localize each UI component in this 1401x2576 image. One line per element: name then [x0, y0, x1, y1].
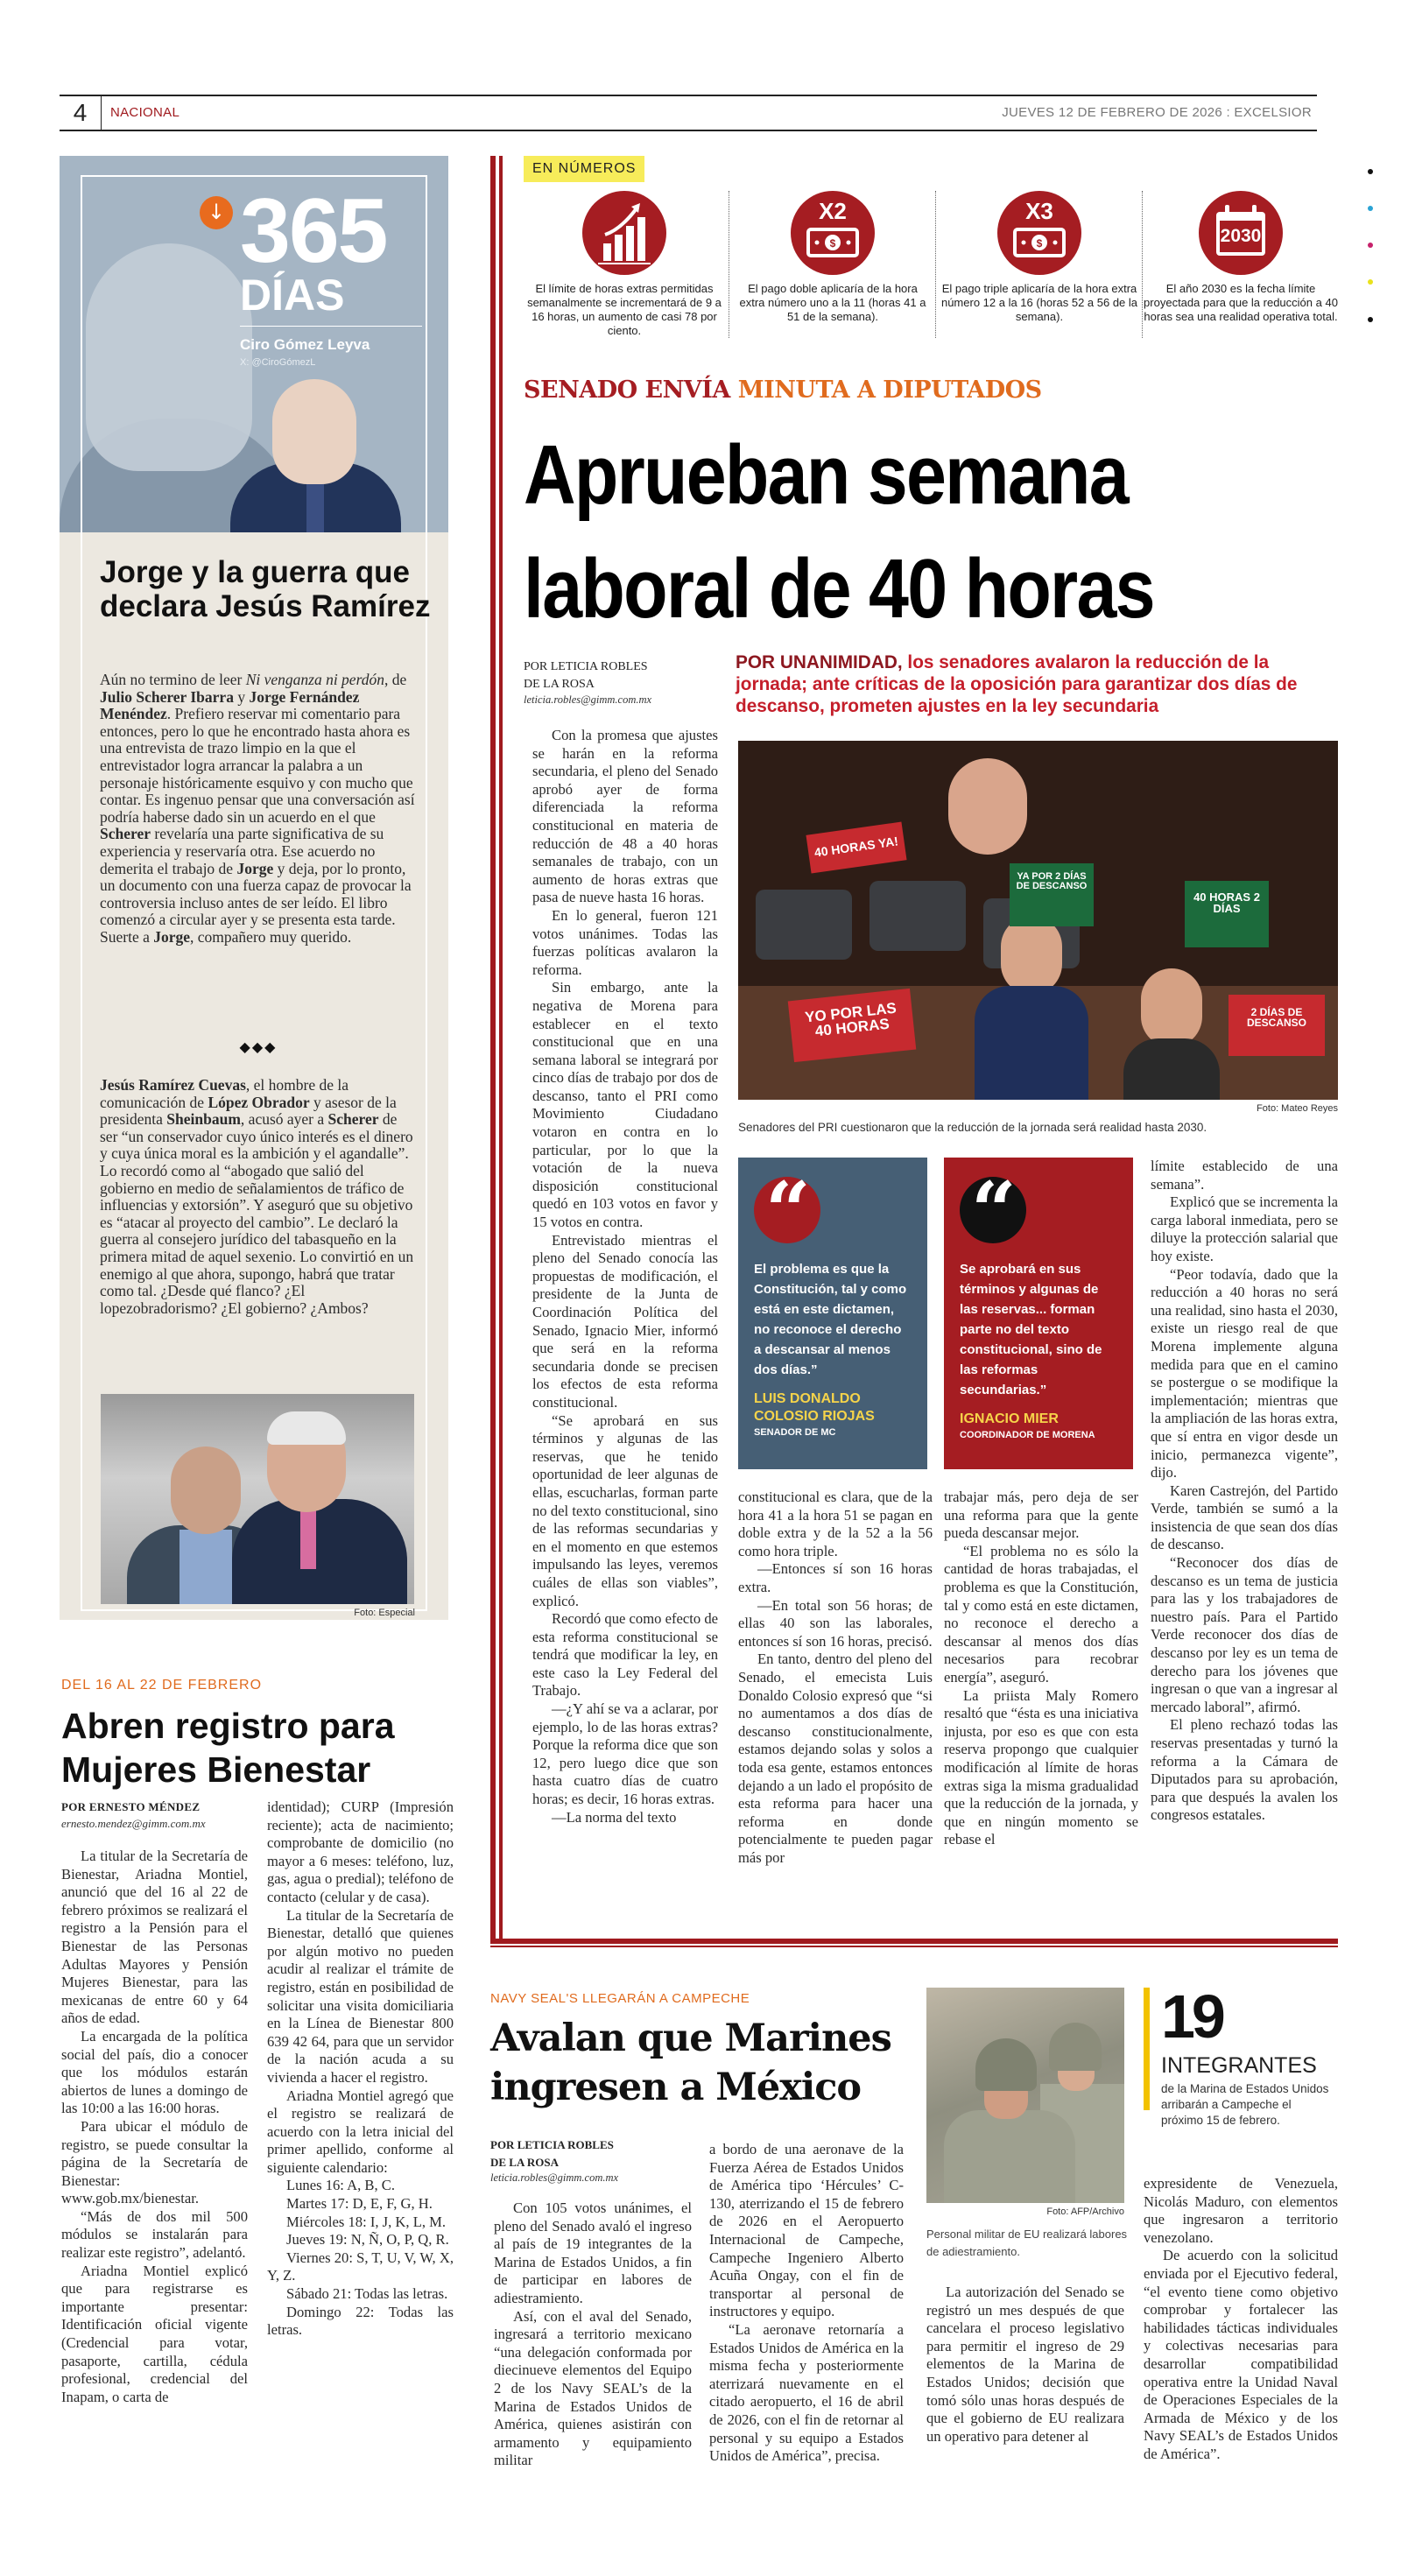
stat-text: El límite de horas extras permitidas semanalmente se incrementará de 9 a 16 horas, un aumento de casi 78 por ciento.	[527, 282, 722, 337]
protest-sign: 40 HORAS YA!	[806, 822, 906, 874]
bar-chart-growth-icon	[582, 191, 666, 275]
paragraph: —Entonces sí son 16 horas extra.	[738, 1560, 933, 1595]
text-run: Aún no termino de leer	[100, 671, 246, 688]
paragraph: Así, con el aval del Senado, ingresará a territorio mexicano “una delegación conformada por diecinueve elementos del Equipo 2 de los Navy SEAL’s de la Marina de Estados Unidos de América, quienes asistirán con armamento y equipamiento militar	[494, 2307, 692, 2469]
bold-name: Jorge	[153, 927, 191, 946]
paragraph: Explicó que se incrementa la carga laboral inmediata, pero se diluye la protección salarial que hoy existe.	[1151, 1193, 1338, 1264]
text-run: y	[233, 687, 250, 706]
story-headline[interactable]	[524, 419, 1224, 646]
story-border	[490, 156, 496, 1944]
stat-number: 19	[1161, 1982, 1222, 2051]
columnist-photo-face	[272, 379, 356, 484]
paragraph: Sin embargo, ante la negativa de Morena para establecer en el texto constitucional que en una semana laboral se integrará por cinco días de trabajo por dos de descanso, tanto el PRI como Movimiento Ciudadano votaron en contra en lo particular, por lo que la votación de la nueva disposición constitucional quedó en 103 votos en favor y 15 votos en contra.	[532, 979, 718, 1231]
column-title[interactable]: Jorge y la guerra que declara Jesús Ramírez	[100, 555, 431, 623]
photo-person	[1141, 968, 1202, 1047]
stat-text: El pago doble aplicaría de la hora extra número uno a la 11 (horas 41 a 51 de la semana).	[739, 282, 926, 323]
byline-line-2: DE LA ROSA	[524, 678, 595, 691]
column-paragraph-1	[100, 672, 417, 947]
paragraph: Martes 17: D, E, F, G, H.	[286, 2195, 433, 2213]
paragraph: “Reconocer dos días de descanso es un tema de justicia para las y los trabajadores de nuestro país. Para el Partido Verde reconocer dos días de descanso por ley es un tema de derecho para los jóvenes que ingresan o que van a ingresar al mercado laboral”, afirmó.	[1151, 1554, 1338, 1715]
soldiers-photo	[926, 1988, 1124, 2203]
quote-author-role: COORDINADOR DE MORENA	[960, 1430, 1095, 1440]
bold-name: Julio Scherer Ibarra	[100, 687, 234, 706]
stat-badge: X2	[819, 198, 847, 224]
article-column	[926, 2284, 1124, 2446]
paragraph: Para ubicar el módulo de registro, se puede consultar la página de la Secretaría de Bienestar: www.gob.mx/bienestar.	[61, 2117, 248, 2207]
stat-text: de la Marina de Estados Unidos arribarán a Campeche el próximo 15 de febrero.	[1161, 2082, 1329, 2127]
protest-sign: 40 HORAS 2 DÍAS	[1185, 881, 1269, 947]
divider	[935, 191, 936, 338]
book-title: Ni venganza ni perdón	[245, 671, 384, 688]
quote-text: Se aprobará en sus términos y algunas de las reservas... forman parte no del texto constitucional, sino de las reformas secundarias.”	[960, 1262, 1102, 1397]
registration-mark	[1368, 279, 1373, 285]
article-column	[267, 1798, 454, 2340]
section-separator: ◆◆◆	[239, 1038, 278, 1055]
bold-name: Jorge	[236, 859, 274, 877]
svg-text:$: $	[1036, 237, 1043, 250]
columnist-name: Ciro Gómez Leyva	[240, 336, 370, 353]
columnist-photo-tie	[306, 478, 324, 532]
arrow-down-circle-icon: ↓	[200, 196, 233, 229]
money-triple-icon	[997, 191, 1081, 275]
paragraph: Recordó que como efecto de esta reforma constitucional se tendrá que modificar la ley, en este caso la Ley Federal del Trabajo.	[532, 1610, 718, 1700]
story-kicker	[524, 377, 1042, 404]
paragraph: Ariadna Montiel agregó que el registro se realizará de acuerdo con la letra inicial del primer apellido, conforme al siguiente calendario:	[267, 2087, 454, 2176]
columnist-handle[interactable]: X: @CiroGómezL	[240, 357, 316, 368]
paragraph: Ariadna Montiel explicó que para registrarse es importante presentar: Identificación oficial vigente (Credencial para votar, pasaporte, cartilla, cédula profesional, credencial del Inapam, o carta de	[61, 2262, 248, 2405]
photo-credit: Foto: Especial	[354, 1608, 415, 1618]
paragraph: “Se aprobará en sus términos y algunas de las reservas, que he tenido oportunidad de leer algunas de ellas, escucharlas, forman parte no del texto constitucional, sino de las reformas secundarias y en el momento en que estemos impulsando las leyes, veremos cuáles de ellas son viables”, explicó.	[532, 1411, 718, 1609]
text-run: revelaría una parte significativa de su experiencia y reservaría otra. Ese acuerdo no demerita el trabajo de	[100, 825, 384, 877]
quote-author: IGNACIO MIER	[960, 1411, 1059, 1426]
story-border	[499, 156, 503, 1944]
paragraph: La priista Maly Romero resaltó que “ésta es una iniciativa injusta, por eso es que con esta reserva propongo que cualquier modificación al límite de horas extras siga la misma gradualidad que la reducción de la jornada, y que en ningún momento se rebase el	[944, 1686, 1138, 1848]
paragraph: Con 105 votos unánimes, el pleno del Senado avaló el ingreso al país de 19 integrantes de la Marina de Estados Unidos, a fin de participar en labores de adiestramiento.	[494, 2199, 692, 2306]
article-kicker: DEL 16 AL 22 DE FEBRERO	[61, 1678, 263, 1693]
photo-person	[1001, 916, 1062, 995]
bold-name: López Obrador	[208, 1093, 310, 1111]
paragraph: De acuerdo con la solicitud enviada por el Ejecutivo federal, “el evento tiene como objetivo comprobar y fortalecer las habilidades tácticas individuales y colectivas necesarias para desarrollar compatibilidad operativa entre la Unidad Naval de Operaciones Especiales de la Armada de México y de los Navy SEAL’s de Estados Unidos de América”.	[1144, 2247, 1338, 2462]
registration-mark	[1368, 317, 1373, 322]
svg-text:$: $	[829, 237, 836, 250]
author-email[interactable]: leticia.robles@gimm.com.mx	[524, 693, 652, 706]
paragraph: Karen Castrejón, del Partido Verde, también se sumó a la insistencia de que sean dos días de descanso.	[1151, 1482, 1338, 1553]
stat-text: El año 2030 es la fecha límite proyectada para que la reducción a 40 horas sea una realidad operativa total.	[1144, 282, 1338, 323]
byline-line-2: DE LA ROSA	[490, 2156, 560, 2169]
column-brand-number: 365	[240, 180, 387, 282]
paragraph: a bordo de una aeronave de la Fuerza Aérea de Estados Unidos de América tipo ‘Hércules’ C-130, aterrizando el 15 de febrero de 2026 en el Aeropuerto Internacional de Campeche, Campeche Ingeniero Alberto Acuña Ongay, con el fin de transportar al personal de instructores y equipo.	[709, 2141, 904, 2320]
text-run: , el hombre de la comunicación de	[100, 1076, 348, 1111]
headline-line-1: Aprueban semana	[524, 428, 1128, 522]
stat-badge: X3	[1025, 198, 1053, 224]
paragraph: constitucional es clara, que de la hora 41 a la hora 51 se pagan en doble extra y de la 52 a la 56 como hora triple.	[738, 1489, 933, 1559]
paragraph: Jueves 19: N, Ñ, O, P, Q, R.	[286, 2231, 449, 2249]
page-number: 4	[60, 96, 102, 130]
column-brand-word: DÍAS	[240, 271, 345, 320]
photo-seat	[869, 881, 966, 951]
bold-name: Scherer	[100, 825, 151, 843]
author-email[interactable]: leticia.robles@gimm.com.mx	[490, 2171, 619, 2184]
paragraph: —¿Y ahí se va a aclarar, por ejemplo, lo de las horas extras? Porque la reforma dice que son 12, pero luego dice que son hasta cuatro días de cuatro horas; es decir, 16 horas extras.	[532, 1700, 718, 1808]
paragraph: —En total son 56 horas; de ellas 40 son las laborales, entonces sí son 16 horas, precisó.	[738, 1596, 933, 1650]
text-run: . Prefiero reservar mi comentario para entonces, pero lo que he encontrado hasta ahora es una entrevista de trazo limpio en la que el entrevistador logra arrancar la palabra a un personaje históricamente esquivo y con mucho que contar. Es ingenuo pensar que una conversación así podría haberse dado sin un acuerdo en el que	[100, 705, 415, 826]
text-run: y asesor de la presidenta	[100, 1093, 397, 1129]
photo-person	[1123, 1038, 1220, 1100]
paragraph: El pleno rechazó todas las reservas presentadas y turnó la reforma a la Cámara de Diputados para su aprobación, para que después la avalen los congresos estatales.	[1151, 1716, 1338, 1824]
divider	[240, 326, 422, 327]
protest-sign: 2 DÍAS DE DESCANSO	[1229, 995, 1325, 1056]
registration-mark	[1368, 243, 1373, 248]
quote-author: LUIS DONALDO COLOSIO RIOJAS	[754, 1391, 875, 1424]
text-run: de ser “un conservador cuyo único interés es el dinero y cuya única moral es la ambición y el agandalle”. Lo recordó como al “abogado que salió del gobierno en medio de señalamientos de tráfico de influencias y extorsión”. Y aseguró que su objetivo es “atacar al proyecto del cambio”. Le declaró la guerra al consejero jurídico del tabasqueño en la primera mitad de aquel sexenio. Lo convirtió en un enemigo al que ahora, supongo, habrá que tratar como tal. ¿Desde qué flanco? ¿El lopezobradorismo? ¿El gobierno? ¿Ambos?	[100, 1110, 414, 1317]
article-column	[61, 1848, 248, 2406]
photo-credit: Foto: Mateo Reyes	[1257, 1103, 1338, 1114]
paragraph: La encargada de la política social del país, dio a conocer que los módulos estarán abiertos de lunes a domingo de las 10:00 a las 16:00 horas.	[61, 2027, 248, 2117]
photo-seat	[756, 890, 852, 960]
column-photo	[101, 1394, 414, 1604]
headline-line-2: laboral de 40 horas	[524, 542, 1154, 636]
article-column	[709, 2141, 904, 2466]
text-run: , de	[384, 671, 407, 688]
kicker-part-2: MINUTA A DIPUTADOS	[737, 377, 1042, 404]
story-column-2	[738, 1489, 933, 1867]
text-run: y deja, por lo pronto, un documento con una fuerza capaz de provocar la controversia incluso antes de ser leído. El libro comenzó a circular ayer y se presenta esta tarde. Suerte a	[100, 859, 412, 946]
paragraph: En lo general, fueron 121 votos unánimes. Todas las fuerzas políticas avalaron la reforma.	[532, 906, 718, 978]
paragraph: Sábado 21: Todas las letras.	[286, 2285, 448, 2303]
photo-caption: Personal militar de EU realizará labores de adiestramiento.	[926, 2228, 1128, 2258]
paragraph: La autorización del Senado se registró un mes después de que cancelara el proceso legislativo para permitir el ingreso de 29 elementos de la Marina de Estados Unidos; decisión que tomó sólo unas horas después de que el gobierno de EU realizara un operativo para detener al	[926, 2284, 1124, 2445]
article-title[interactable]: Avalan que Marines ingresen a México	[490, 2016, 891, 2109]
registration-mark	[1368, 169, 1373, 174]
story-border	[490, 1939, 1338, 1944]
quote-icon: “	[960, 1177, 1026, 1243]
quote-text: El problema es que la Constitución, tal y como está en este dictamen, no reconoce el derecho a descansar al menos dos días.”	[754, 1262, 907, 1377]
paragraph: La titular de la Secretaría de Bienestar, Ariadna Montiel, anunció que del 16 al 22 de febrero próximos se realizará el registro a la Pensión para el Bienestar de las Personas Adultas Mayores y Pensión Mujeres Bienestar, para las mexicanas de entre 60 y 64 años de edad.	[61, 1848, 248, 2027]
article-kicker: NAVY SEAL'S LLEGARÁN A CAMPECHE	[490, 1991, 750, 2006]
story-byline	[524, 658, 648, 693]
story-border	[490, 1946, 1338, 1947]
stat-item	[525, 191, 723, 338]
kicker-part-1: SENADO ENVÍA	[524, 377, 730, 404]
paragraph: “Peor todavía, dado que la reducción a 40 horas no será una realidad, sino hasta el 2030, existe un riesgo real de que Morena implemente alguna medida para que en el camino se postergue o se modifique la implementación; mientras que la ampliación de las horas extra, que sí entra en vigor desde un inicio, permanezca vigente”, dijo.	[1151, 1265, 1338, 1482]
paragraph: límite establecido de una semana”.	[1151, 1158, 1338, 1193]
stat-badge: 2030	[1220, 226, 1262, 246]
protest-sign: YA POR 2 DÍAS DE DESCANSO	[1010, 863, 1094, 926]
summary-text: los senadores avalaron la reducción de la jornada; ante críticas de la oposición para garantizar dos días de descanso, prometen ajustes en la ley secundaria	[736, 652, 1298, 716]
money-double-icon	[791, 191, 875, 275]
paragraph: —La norma del texto	[552, 1808, 677, 1826]
paragraph: Lunes 16: A, B, C.	[286, 2177, 395, 2194]
senate-photo	[738, 741, 1338, 1100]
registration-mark	[1368, 206, 1373, 211]
page-header	[60, 95, 1317, 131]
photo-credit: Foto: AFP/Archivo	[1046, 2206, 1124, 2217]
article-column	[1144, 2175, 1338, 2464]
en-numeros-label: EN NÚMEROS	[524, 156, 644, 182]
stat-text: El pago triple aplicaría de la hora extra número 12 a la 16 (horas 52 a 56 de la semana).	[940, 282, 1138, 323]
author-email[interactable]: ernesto.mendez@gimm.com.mx	[61, 1817, 206, 1830]
paragraph: identidad); CURP (Impresión reciente); acta de nacimiento; comprobante de domicilio (no mayor a 6 meses: teléfono, luz, gas, agua o predial); teléfono de contacto (celular y de casa).	[267, 1798, 454, 1905]
story-column-3	[944, 1489, 1138, 1849]
protest-sign: YO POR LAS 40 HORAS	[788, 989, 917, 1062]
bold-name: Scherer	[327, 1110, 379, 1129]
article-byline: POR ERNESTO MÉNDEZ	[61, 1800, 201, 1813]
paragraph: trabajar más, pero deja de ser una reforma para que la gente pueda descansar mejor.	[944, 1489, 1138, 1542]
photo-person	[948, 758, 1027, 855]
quote-icon: “	[754, 1177, 820, 1243]
text-run: , acusó ayer a	[240, 1110, 328, 1129]
bold-name: Jorge Fernández Menéndez	[100, 687, 360, 723]
story-column-4	[1151, 1158, 1338, 1825]
photo-caption: Senadores del PRI cuestionaron que la reducción de la jornada será realidad hasta 2030.	[738, 1121, 1207, 1134]
column-text	[100, 1077, 417, 1317]
stat-item	[734, 191, 932, 324]
paragraph: “Más de dos mil 500 módulos se instalarán para realizar este registro”, adelantó.	[61, 2207, 248, 2262]
paragraph: Viernes 20: S, T, U, V, W, X, Y, Z.	[267, 2249, 454, 2284]
section-name[interactable]: NACIONAL	[110, 105, 180, 120]
bold-name: Jesús Ramírez Cuevas	[100, 1076, 246, 1094]
column-text	[100, 672, 417, 947]
summary-lead: POR UNANIMIDAD,	[736, 652, 903, 672]
column-paragraph-2	[100, 1077, 417, 1317]
paragraph: “El problema no es sólo la cantidad de horas trabajadas, el problema es que la Constitución, tal y como está en este dictamen, no reconoce el derecho a descansar al menos dos días necesarios para recobrar energía”, aseguró.	[944, 1542, 1138, 1686]
story-column-1	[532, 727, 718, 1826]
story-summary	[736, 651, 1340, 717]
quote-author-role: SENADOR DE MC	[754, 1427, 836, 1438]
text-run: , compañero muy querido.	[190, 927, 352, 946]
calendar-icon	[1199, 191, 1283, 275]
paragraph: La titular de la Secretaría de Bienestar, detalló que quienes por algún motivo no pueden acudir al realizar el trámite de registro, están en posibilidad de solicitar una visita domiciliaria en la Línea de Bienestar 800 639 42 64, para que un servidor de la nación acuda a su vivienda a hacer el registro.	[267, 1906, 454, 2086]
photo-person	[975, 986, 1088, 1100]
issue-date: JUEVES 12 DE FEBRERO DE 2026 : EXCELSIOR	[1002, 105, 1312, 120]
stat-item	[940, 191, 1138, 324]
paragraph: Miércoles 18: I, J, K, L, M.	[286, 2213, 447, 2230]
byline-line-1: POR LETICIA ROBLES	[490, 2138, 614, 2151]
article-title[interactable]: Abren registro para Mujeres Bienestar	[61, 1706, 395, 1790]
paragraph: Con la promesa que ajustes se harán en la reforma secundaria, el pleno del Senado aprobó ayer de forma diferenciada la reforma constitucional en materia de reducción de 48 a 40 horas semanales de trabajo, con un aumento de horas extras que pasa de nueve hasta 16 horas.	[532, 727, 718, 906]
columnist-portrait-bg-face	[86, 243, 252, 471]
article-column	[494, 2199, 692, 2470]
stat-item	[1142, 191, 1340, 324]
column-banner	[60, 156, 448, 532]
pull-quote	[738, 1158, 927, 1469]
paragraph: “La aeronave retornaría a Estados Unidos de América en la misma fecha y posteriormente aterrizará nuevamente en el citado aeropuerto, el 16 de abril de 2026, con el fin de retornar al personal y su equipo a Estados Unidos de América”, precisa.	[709, 2320, 904, 2465]
bold-name: Sheinbaum	[166, 1110, 241, 1129]
paragraph: expresidente de Venezuela, Nicolás Maduro, con elementos que ingresaron a territorio venezolano.	[1144, 2175, 1338, 2246]
stat-label: INTEGRANTES	[1161, 2053, 1317, 2078]
article-byline	[490, 2136, 614, 2171]
paragraph: En tanto, dentro del pleno del Senado, el emecista Luis Donaldo Colosio expresó que “si no aumentamos a dos días de descanso constitucionalmente, estamos dejando solas y solos a toda esa gente, estamos entonces dejando a un lado el propósito de esta reforma para hacer una reforma en donde potencialmente te pueden pagar más por	[738, 1650, 933, 1866]
byline-line-1: POR LETICIA ROBLES	[524, 660, 648, 673]
paragraph: Domingo 22: Todas las letras.	[267, 2303, 454, 2339]
pull-quote	[944, 1158, 1133, 1469]
stat-accent-bar	[1144, 1988, 1150, 2110]
paragraph: Entrevistado mientras el pleno del Senado conocía las propuestas de modificación, el presidente de la Junta de Coordinación Política del Senado, Ignacio Mier, informó que será en la reforma secundaria donde se precisen los efectos de esta reforma constitucional.	[532, 1231, 718, 1411]
